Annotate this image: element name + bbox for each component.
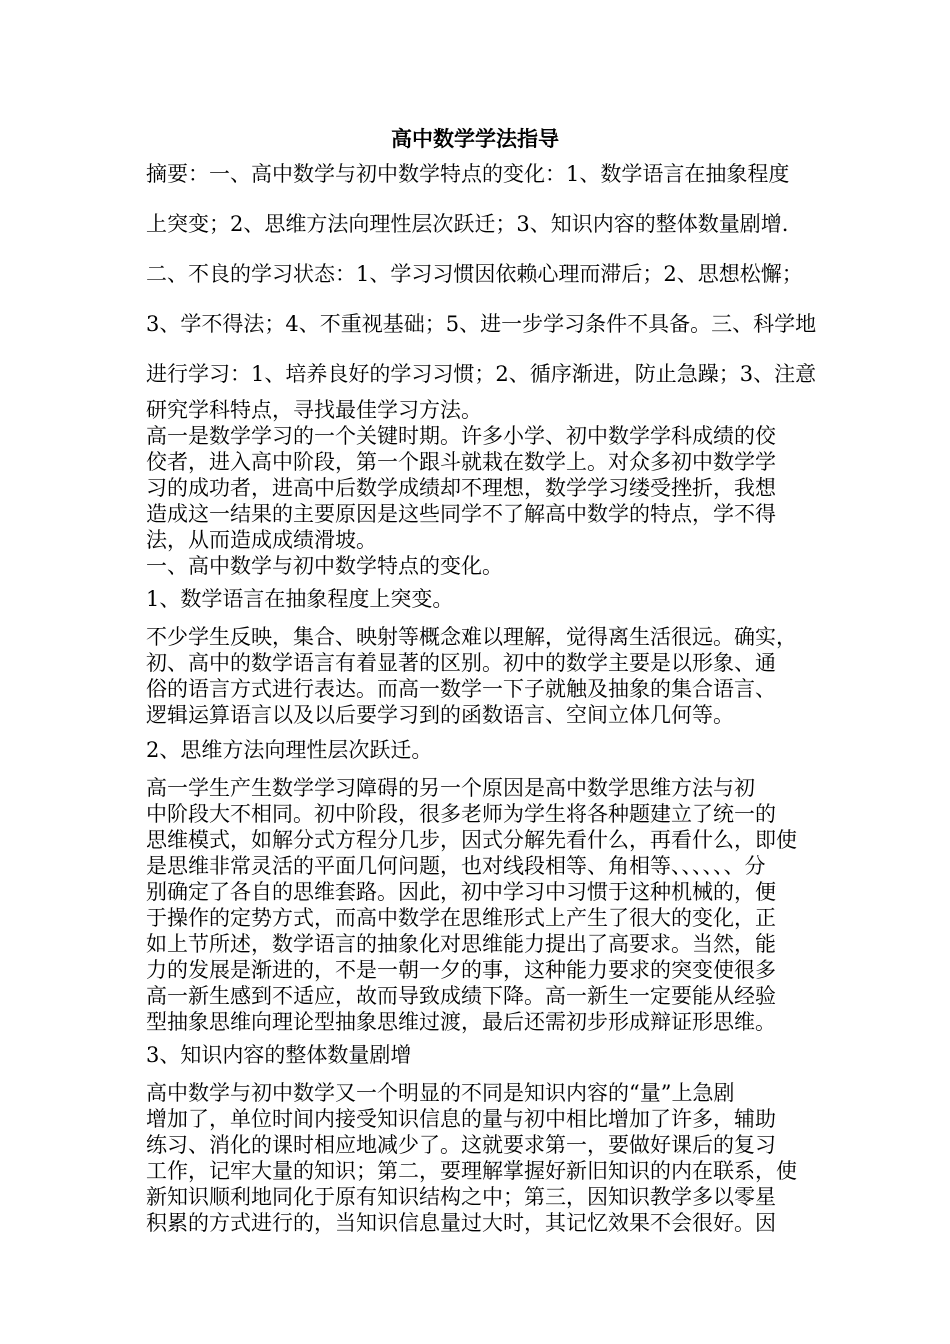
abstract-line: 3、学不得法；4、不重视基础；5、进一步学习条件不具备。三、科学地 — [146, 312, 817, 336]
text-line: 高一是数学学习的一个关键时期。许多小学、初中数学学科成绩的佼 — [146, 424, 776, 448]
text-line: 法，从而造成成绩滑坡。 — [146, 528, 377, 552]
subsection-heading-2: 2、思维方法向理性层次跃迁。 — [146, 738, 433, 762]
text-line: 高一新生感到不适应，故而导致成绩下降。高一新生一定要能从经验 — [146, 984, 776, 1008]
text-line: 思维模式，如解分式方程分几步，因式分解先看什么，再看什么，即使 — [146, 828, 797, 852]
subsection-heading-1: 1、数学语言在抽象程度上突变。 — [146, 587, 454, 611]
text-line: 初、高中的数学语言有着显著的区别。初中的数学主要是以形象、通 — [146, 651, 776, 675]
paragraph-2 — [146, 775, 806, 1035]
section-heading: 一、高中数学与初中数学特点的变化。 — [146, 554, 503, 578]
text-line: 研究学科特点，寻找最佳学习方法。 — [146, 398, 482, 422]
paragraph-3 — [146, 1080, 806, 1236]
text-line: 习的成功者，进高中后数学成绩却不理想，数学学习缕受挫折，我想 — [146, 476, 776, 500]
paragraph-1 — [146, 624, 806, 728]
text-line: 别确定了各自的思维套路。因此，初中学习中习惯于这种机械的，便 — [146, 880, 776, 904]
text-line: 增加了，单位时间内接受知识信息的量与初中相比增加了许多，辅助 — [146, 1107, 776, 1131]
text-line: 练习、消化的课时相应地减少了。这就要求第一，要做好课后的复习 — [146, 1133, 776, 1157]
text-line: 俗的语言方式进行表达。而高一数学一下子就触及抽象的集合语言、 — [146, 677, 776, 701]
text-line: 工作，记牢大量的知识；第二，要理解掌握好新旧知识的内在联系，使 — [146, 1159, 797, 1183]
text-line: 高中数学与初中数学又一个明显的不同是知识内容的“量”上急剧 — [146, 1081, 735, 1105]
text-line: 积累的方式进行的，当知识信息量过大时，其记忆效果不会很好。因 — [146, 1211, 776, 1235]
text-line: 型抽象思维向理论型抽象思维过渡，最后还需初步形成辩证形思维。 — [146, 1010, 776, 1034]
text-line: 中阶段大不相同。初中阶段，很多老师为学生将各种题建立了统一的 — [146, 802, 776, 826]
text-line: 不少学生反映，集合、映射等概念难以理解，觉得离生活很远。确实， — [146, 625, 797, 649]
abstract-line: 进行学习：1、培养良好的学习习惯；2、循序渐进，防止急躁；3、注意 — [146, 362, 817, 386]
document-title: 高中数学学法指导 — [391, 126, 559, 151]
text-line: 于操作的定势方式，而高中数学在思维形式上产生了很大的变化，正 — [146, 906, 776, 930]
text-line: 是思维非常灵活的平面几何问题，也对线段相等、角相等、、、、、、分 — [146, 854, 766, 878]
abstract-line: 摘要：一、高中数学与初中数学特点的变化：1、数学语言在抽象程度 — [146, 162, 790, 186]
text-line: 高一学生产生数学学习障碍的另一个原因是高中数学思维方法与初 — [146, 776, 755, 800]
text-line: 造成这一结果的主要原因是这些同学不了解高中数学的特点，学不得 — [146, 502, 776, 526]
subsection-heading-3: 3、知识内容的整体数量剧增 — [146, 1043, 412, 1067]
text-line: 如上节所述，数学语言的抽象化对思维能力提出了高要求。当然，能 — [146, 932, 776, 956]
text-line: 力的发展是渐进的，不是一朝一夕的事，这种能力要求的突变使很多 — [146, 958, 776, 982]
text-line: 逻辑运算语言以及以后要学习到的函数语言、空间立体几何等。 — [146, 703, 734, 727]
abstract-line: 二、不良的学习状态：1、学习习惯因依赖心理而滞后；2、思想松懈； — [146, 262, 803, 286]
intro-paragraph — [146, 397, 806, 579]
abstract-line: 上突变；2、思维方法向理性层次跃迁；3、知识内容的整体数量剧增. — [146, 212, 789, 236]
text-line: 佼者，进入高中阶段，第一个跟斗就栽在数学上。对众多初中数学学 — [146, 450, 776, 474]
text-line: 新知识顺利地同化于原有知识结构之中；第三，因知识教学多以零星 — [146, 1185, 776, 1209]
